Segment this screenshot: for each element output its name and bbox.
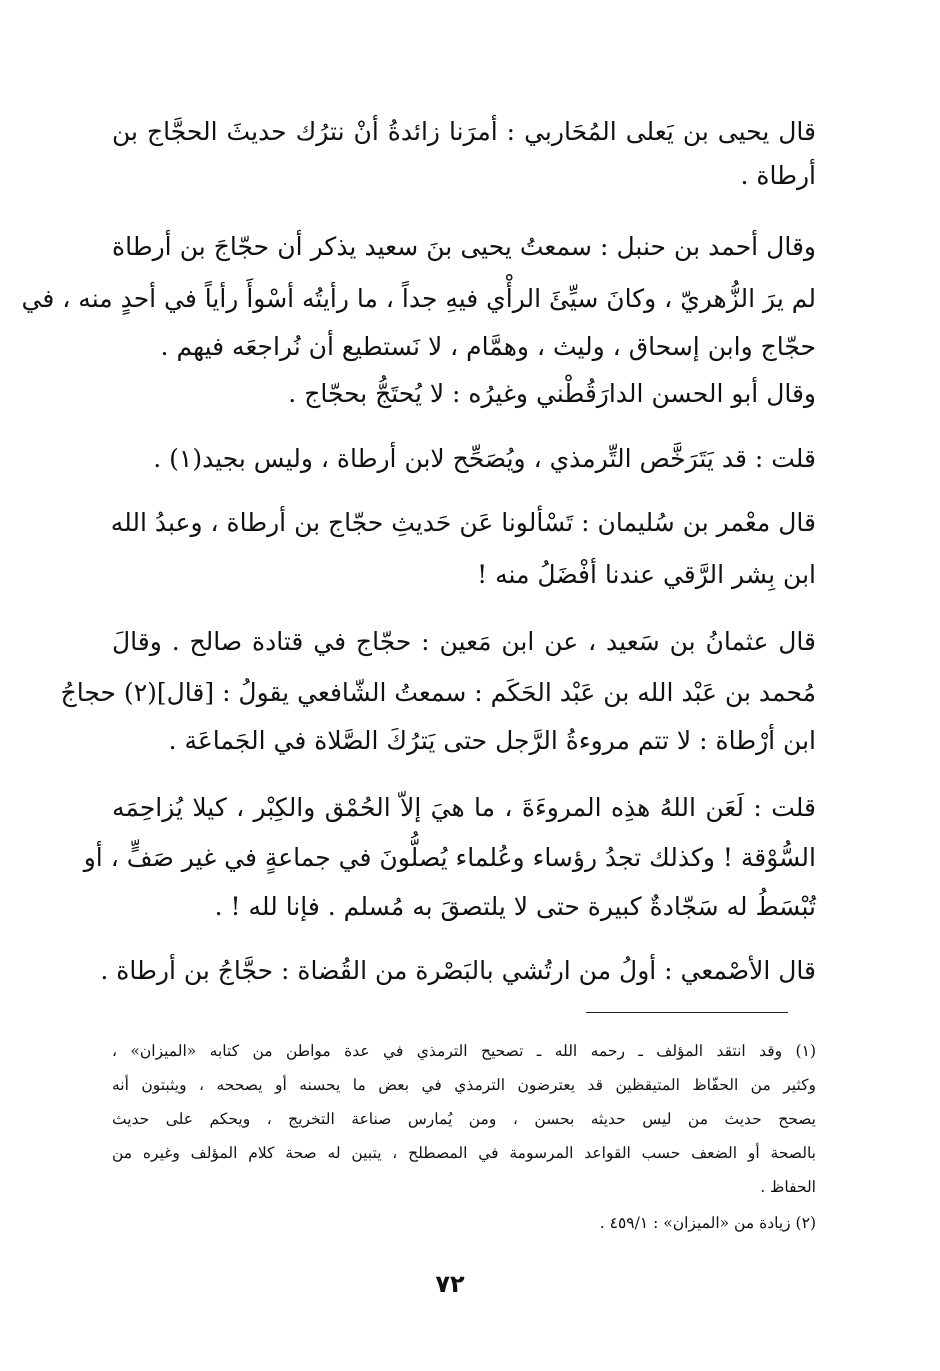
text-line: قلت : قد يَتَرَخَّص التِّرمذي ، ويُصَحِّح لابن أرطاة ، وليس بجيد(١) . [153, 444, 816, 473]
text-line: حجّاج وابن إسحاق ، وليث ، وهمَّام ، لا نَستطيع أن نُراجعَه فيهم . [160, 332, 816, 361]
text-line: قال الأصْمعي : أولُ من ارتُشي بالبَصْرة من القُضاة : حجَّاجُ بن أرطاة . [100, 956, 816, 985]
text-line: قال يحيى بن يَعلى المُحَاربي : أمرَنا زائدةُ أنْ نترُك حديثَ الحجَّاج بن [112, 117, 816, 146]
footnote-line: يصحح حديث من ليس حديثه بحسن ، ومن يُمارس صناعة التخريج ، ويحكم على حديث [112, 1110, 816, 1128]
text-line: قال معْمر بن سُليمان : تَسْألونا عَن حَديثِ حجّاج بن أرطاة ، وعبدُ الله [110, 508, 816, 537]
text-line: ابن أرْطاة : لا تتم مروءةُ الرَّجل حتى يَترُكَ الصَّلاة في الجَماعَة . [168, 726, 816, 755]
text-line: قلت : لَعَن اللهُ هذِه المروءَةَ ، ما هيَ إلاّ الحُمْق والكِبْر ، كيلا يُزاحِمَه [112, 793, 816, 822]
page-number: ٧٢ [435, 1270, 465, 1298]
text-line: لم يرَ الزُّهريّ ، وكانَ سيِّئَ الرأْي فيهِ جداً ، ما رأيتُه أسْوأَ رأياً في أحدٍ منه ، في [21, 284, 816, 313]
footnote-line: بالصحة أو الضعف حسب القواعد المرسومة في المصطلح ، يتبين له صحة كلام المؤلف وغيره من [112, 1144, 816, 1162]
text-line: ابن بِشر الرَّقي عندنا أفْضَلُ منه ! [477, 560, 816, 589]
text-line: وقال أحمد بن حنبل : سمعتُ يحيى بنَ سعيد يذكر أن حجّاجَ بن أرطاة [112, 232, 816, 261]
text-line: تُبْسَطُ له سَجّادةٌ كبيرة حتى لا يلتصقَ به مُسلم . فإنا لله ! . [214, 892, 816, 921]
text-line: وقال أبو الحسن الدارَقُطْني وغيرُه : لا يُحتَجُّ بحجّاج . [288, 379, 816, 408]
text-line: مُحمد بن عَبْد الله بن عَبْد الحَكَم : سمعتُ الشّافعي يقولُ : [قال](٢) حجاجُ [60, 678, 816, 707]
footnote-line: (١) وقد انتقد المؤلف ـ رحمه الله ـ تصحيح الترمذي في عدة مواطن من كتابه «الميزان» ، [112, 1042, 816, 1060]
footnote-line: الحفاظ . [760, 1178, 816, 1196]
text-line: السُّوْقة ! وكذلك تجدُ رؤساء وعُلماء يُصلُّونَ في جماعةٍ في غير صَفٍّ ، أو [83, 843, 816, 872]
footnote-line: وكثير من الحفّاظ المتيقظين قد يعترضون الترمذي في بعض ما يحسنه أو يصححه ، ويثبتون أنه [112, 1076, 816, 1094]
footnote-separator [586, 1012, 788, 1013]
footnote-line: (٢) زيادة من «الميزان» : ٤٥٩/١ . [599, 1214, 816, 1232]
text-line: أرطاة . [740, 161, 816, 190]
text-line: قال عثمانُ بن سَعيد ، عن ابن مَعين : حجّاج في قتادة صالح . وقالَ [112, 627, 816, 656]
book-page [21, 0, 816, 1371]
